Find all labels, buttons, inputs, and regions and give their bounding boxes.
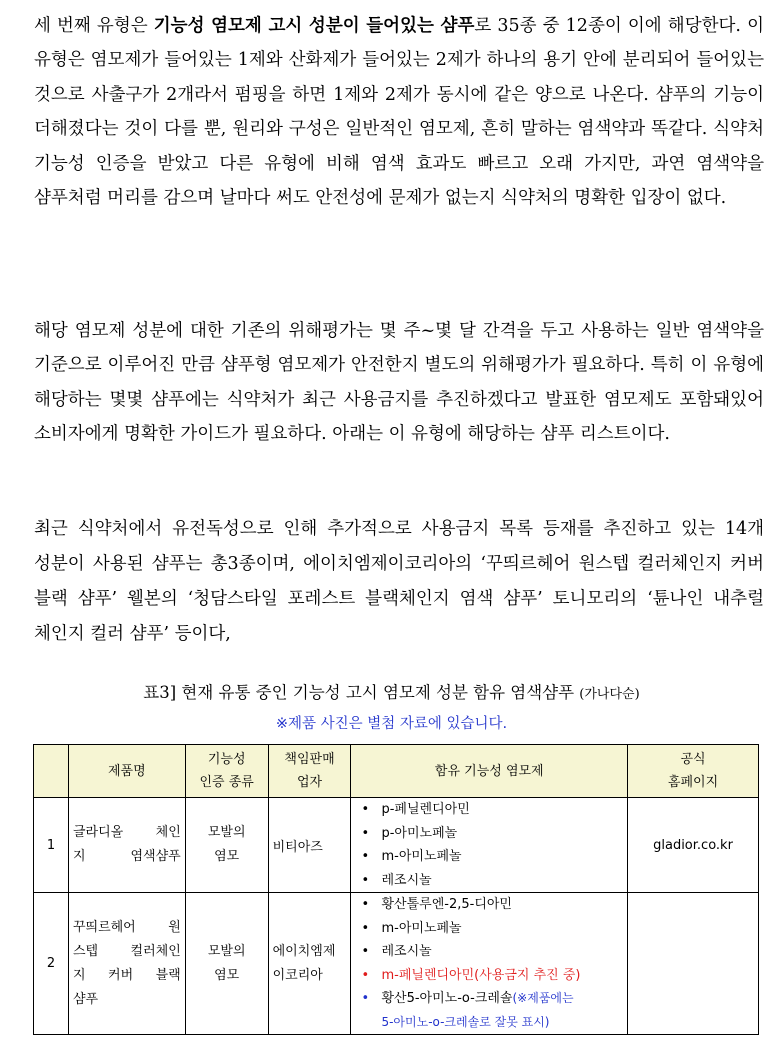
header-product: [68, 745, 185, 798]
row-2-no: 2: [34, 893, 69, 1035]
caption-order: (가나다순): [579, 687, 640, 702]
header-cert: [185, 745, 268, 798]
row-2-product-l4: 샴푸: [72, 991, 99, 1007]
header-cert-l1: 기능성: [207, 752, 246, 767]
row-2-seller-l2: 이코리아: [272, 967, 323, 983]
row-2-product-l3: 지 커버 블랙: [72, 967, 181, 983]
paragraph-2: 해당 염모제 성분에 대한 기존의 위해평가는 몇 주~몇 달 간격을 두고 사용하는 일반 염색약을 기준으로 이루어진 만큼 샴푸형 염모제가 안전한지 별도의 위해평가가 필요하다. 특히 이 유형에 해당하는 몇몇 샴푸에는 식약처가 최근 사용금지를 추진하겠다고 발표한 염모제도 포함돼있어 소비자에게 명확한 가이드가 필요하다. 아래는 이 유형에 해당하는 샴푸 리스트이다.: [34, 321, 764, 445]
row-2-seller: [268, 893, 351, 1035]
header-site-l1: 공식: [680, 752, 706, 767]
row-1-no: 1: [34, 798, 69, 893]
mislabel-note-b: 5-아미노-o-크레솔로 잘못 표시): [381, 1014, 550, 1029]
table-row: [34, 893, 759, 1035]
table-header-row: [34, 745, 759, 798]
header-ingredients: [351, 745, 628, 798]
shampoo-table: [33, 744, 759, 1035]
row-2-product: [68, 893, 185, 1035]
list-item: • p-아미노페놀: [381, 822, 623, 846]
row-1-product-l2: 지 염색샴푸: [72, 849, 181, 864]
row-1-cert: [185, 798, 268, 893]
row-1-site: gladior.co.kr: [628, 798, 759, 893]
list-item-banned: • m-페닐렌디아민(사용금지 추진 중): [381, 964, 623, 988]
row-1-ingredients: [351, 798, 628, 893]
mislabeled-ingredient: 황산5-아미노-o-크레솔: [381, 991, 513, 1006]
row-1-product: [68, 798, 185, 893]
row-2-cert-l1: 모발의: [207, 943, 246, 959]
header-cert-l2: 인증 종류: [199, 775, 254, 790]
list-item: • 레조시놀: [381, 940, 623, 964]
p1-text-a: 세 번째 유형은: [34, 16, 154, 36]
list-item-mislabeled: [381, 987, 623, 1034]
caption-title: 표3] 현재 유통 중인 기능성 고시 염모제 성분 함유 염색샴푸: [143, 683, 575, 702]
paragraph-3: 최근 식약처에서 유전독성으로 인해 추가적으로 사용금지 목록 등재를 추진하고 있는 14개 성분이 사용된 샴푸는 총3종이며, 에이치엠제이코리아의 ‘꾸띄르헤어 원스텝 컬러체인지 커버 블랙 샴푸’ 웰본의 ‘청담스타일 포레스트 블랙체인지 염색 샴푸’ 토니모리의 ‘튠나인 내추럴 체인지 컬러 샴푸’ 등이다,: [34, 519, 764, 644]
table-caption: [0, 680, 783, 708]
p1-bold-phrase: 기능성 염모제 고시 성분이 들어있는 샴푸: [153, 16, 475, 36]
row-1-seller: 비티아즈: [268, 798, 351, 893]
row-2-product-l2: 스텝 컬러체인: [72, 943, 181, 959]
photo-note: ※제품 사진은 별첨 자료에 있습니다.: [275, 716, 508, 732]
row-1-cert-l2: 염모: [214, 849, 240, 864]
header-seller-l1: 책임판매: [284, 752, 335, 767]
row-2-cert-l2: 염모: [214, 967, 240, 983]
header-no: [34, 745, 69, 798]
table-row: [34, 798, 759, 893]
list-item: • m-아미노페놀: [381, 845, 623, 869]
p1-text-b: 로 35종 중 12종이 이에 해당한다. 이 유형은 염모제가 들어있는 1제와 산화제가 들어있는 2제가 하나의 용기 안에 분리되어 들어있는 것으로 사출구가 2개라서 펌핑을 하면 1제와 2제가 동시에 같은 양으로 나온다. 샴푸의 기능이 더해졌다는 것이 다를 뿐, 원리와 구성은 일반적인 염모제, 흔히 말하는 염색약과 똑같다. 식약처 기능성 인증을 받았고 다른 유형에 비해 염색 효과도 빠르고 오래 가지만, 과연 염색약을 샴푸처럼 머리를 감으며 날마다 써도 안전성에 문제가 없는지 식약처의 명확한 입장이 없다.: [34, 16, 764, 209]
header-seller: [268, 745, 351, 798]
list-item: • p-페닐렌디아민: [381, 798, 623, 822]
row-2-product-l1: 꾸띄르헤어 원: [72, 919, 181, 935]
row-2-cert: [185, 893, 268, 1035]
row-2-ingredients: [351, 893, 628, 1035]
header-site-l2: 홈페이지: [667, 775, 719, 790]
paragraph-1: [34, 9, 764, 215]
mislabel-note-a: (※제품에는: [512, 991, 574, 1005]
list-item: • m-아미노페놀: [381, 917, 623, 941]
row-1-cert-l1: 모발의: [207, 825, 246, 840]
header-ingredients-label: 함유 기능성 염모제: [434, 763, 544, 779]
row-2-site: [628, 893, 759, 1035]
row-2-seller-l1: 에이치엠제: [272, 943, 336, 959]
list-item: • 레조시놀: [381, 869, 623, 893]
header-product-label: 제품명: [108, 763, 146, 779]
list-item: • 황산톨루엔-2,5-디아민: [381, 893, 623, 917]
header-site: [628, 745, 759, 798]
row-1-product-l1: 글라디올 체인: [72, 825, 181, 840]
header-seller-l2: 업자: [296, 775, 323, 790]
